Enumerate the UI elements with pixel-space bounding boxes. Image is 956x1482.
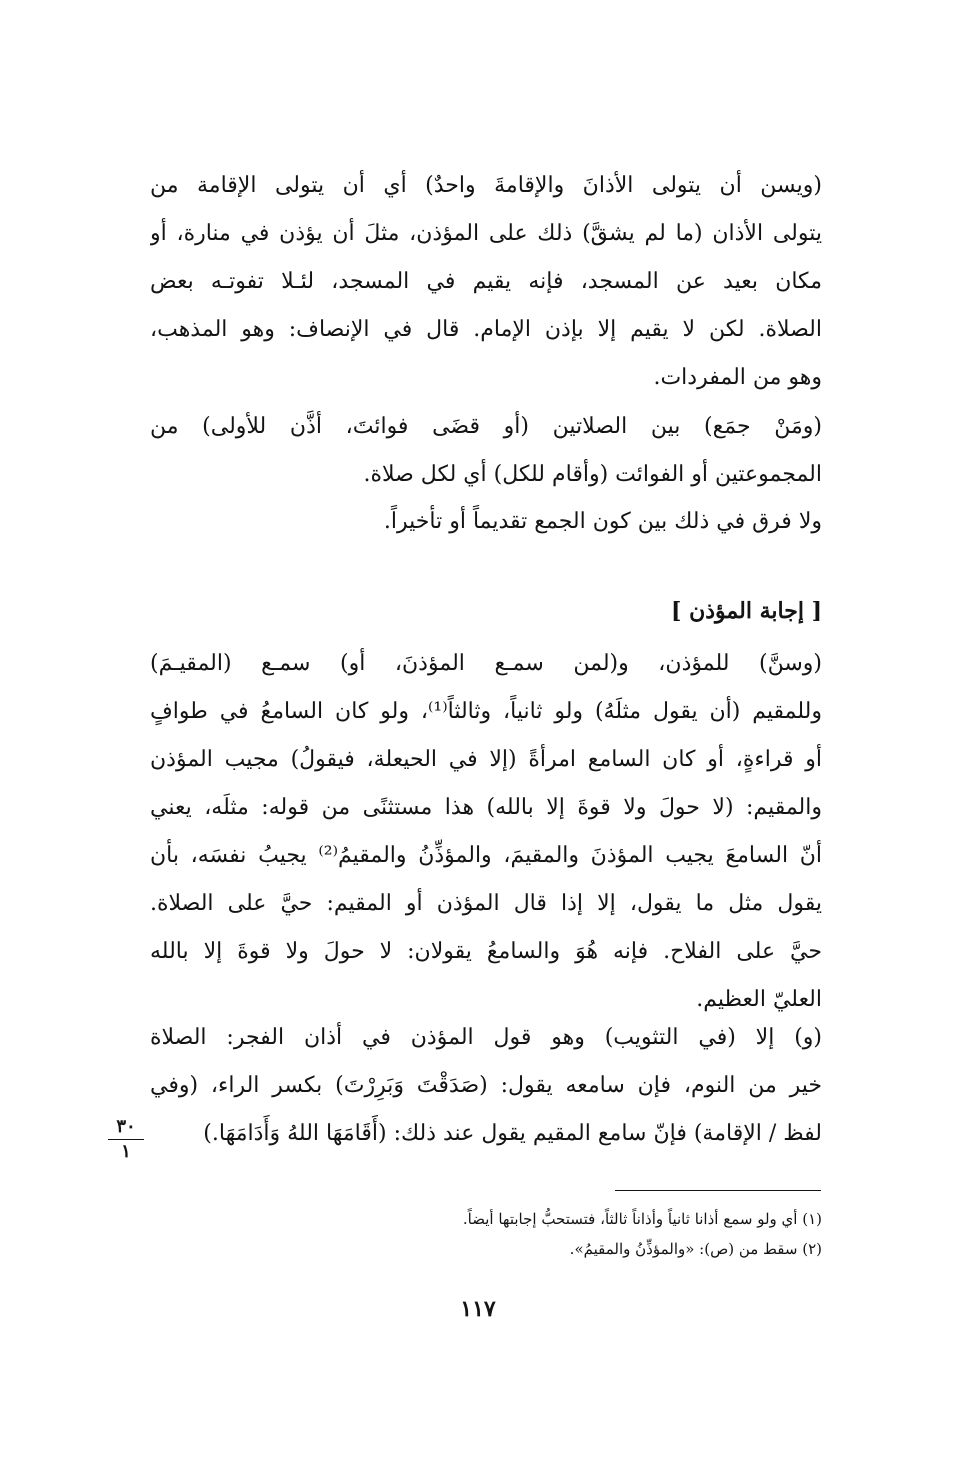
footnote: (٢) سقط من (ص): «والمؤذِّنُ والمقيمُ». bbox=[569, 1240, 822, 1258]
text-line: (و) إلا (في التثويب) وهو قول المؤذن في أذان الفجر: الصلاة bbox=[150, 1025, 822, 1050]
footnotes bbox=[300, 1204, 822, 1264]
text-line: لفظ / الإقامة) فإنّ سامع المقيم يقول عند ذلك: (أَقَامَهَا اللهُ وَأَدَامَهَا.) bbox=[203, 1121, 822, 1146]
folio-number: ٣٠ bbox=[108, 1118, 144, 1140]
text-line: أنّ السامعَ يجيب المؤذنَ والمقيمَ، والمؤذِّنُ والمقيمُ⁽²⁾ يجيبُ نفسَه، بأن bbox=[150, 843, 822, 868]
paragraph-no-difference bbox=[166, 498, 822, 546]
page-number: ١١٧ bbox=[460, 1296, 496, 1322]
text-line: (ويسن أن يتولى الأذانَ والإقامةَ واحدٌ) أي أن يتولى الإقامة من bbox=[150, 173, 822, 198]
text-line: أو قراءةٍ، أو كان السامع امرأةً (إلا في الحيعلة، فيقولُ) مجيب المؤذن bbox=[150, 747, 822, 772]
paragraph-answering-muezzin bbox=[150, 640, 822, 1024]
text-line: خير من النوم، فإن سامعه يقول: (صَدَقْتَ وَبَرِرْتَ) بكسر الراء، (وفي bbox=[150, 1073, 822, 1098]
paragraph-combined-prayers bbox=[150, 403, 822, 499]
text-line: يتولى الأذان (ما لم يشقَّ) ذلك على المؤذن، مثلَ أن يؤذن في منارة، أو bbox=[150, 221, 822, 246]
section-heading: [ إجابة المؤذن ] bbox=[671, 598, 822, 624]
text-line: والمقيم: (لا حولَ ولا قوةَ إلا بالله) هذا مستثنًى من قوله: مثلَه، يعني bbox=[150, 795, 822, 820]
manuscript-folio-reference bbox=[108, 1118, 144, 1161]
text-line: الصلاة. لكن لا يقيم إلا بإذن الإمام. قال في الإنصاف: وهو المذهب، bbox=[150, 317, 822, 342]
text-line: (ومَنْ جمَع) بين الصلاتين (أو قضَى فوائتَ، أذَّن للأولى) من bbox=[150, 414, 822, 439]
text-line: المجموعتين أو الفوائت (وأقام للكل) أي لكل صلاة. bbox=[363, 462, 822, 487]
text-line: العليّ العظيم. bbox=[696, 987, 822, 1012]
footnote-divider bbox=[615, 1190, 821, 1191]
text-line: ولا فرق في ذلك بين كون الجمع تقديماً أو تأخيراً. bbox=[383, 509, 822, 534]
text-line: يقول مثل ما يقول، إلا إذا قال المؤذن أو المقيم: حيَّ على الصلاة. bbox=[150, 891, 822, 916]
text-line: حيَّ على الفلاح. فإنه هُوَ والسامعُ يقولان: لا حولَ ولا قوةَ إلا بالله bbox=[150, 939, 822, 964]
text-line: وللمقيم (أن يقول مثلَهُ) ولو ثانياً، وثالثاً⁽¹⁾، ولو كان السامعُ في طوافٍ bbox=[150, 699, 822, 724]
text-line: وهو من المفردات. bbox=[653, 365, 822, 390]
text-line: مكان بعيد عن المسجد، فإنه يقيم في المسجد، لئـلا تفوتـه بعض bbox=[150, 269, 822, 294]
folio-side: ١ bbox=[121, 1141, 131, 1162]
footnote: (١) أي ولو سمع أذانا ثانياً وأذاناً ثالثاً، فتستحبُّ إجابتها أيضاً. bbox=[462, 1210, 822, 1228]
paragraph-tathwib bbox=[150, 1014, 822, 1158]
text-line: (وسنَّ) للمؤذن، و(لمن سمـع المؤذنَ، أو) سمـع (المقيـمَ) bbox=[150, 651, 822, 676]
paragraph-adhan-iqama bbox=[150, 162, 822, 402]
